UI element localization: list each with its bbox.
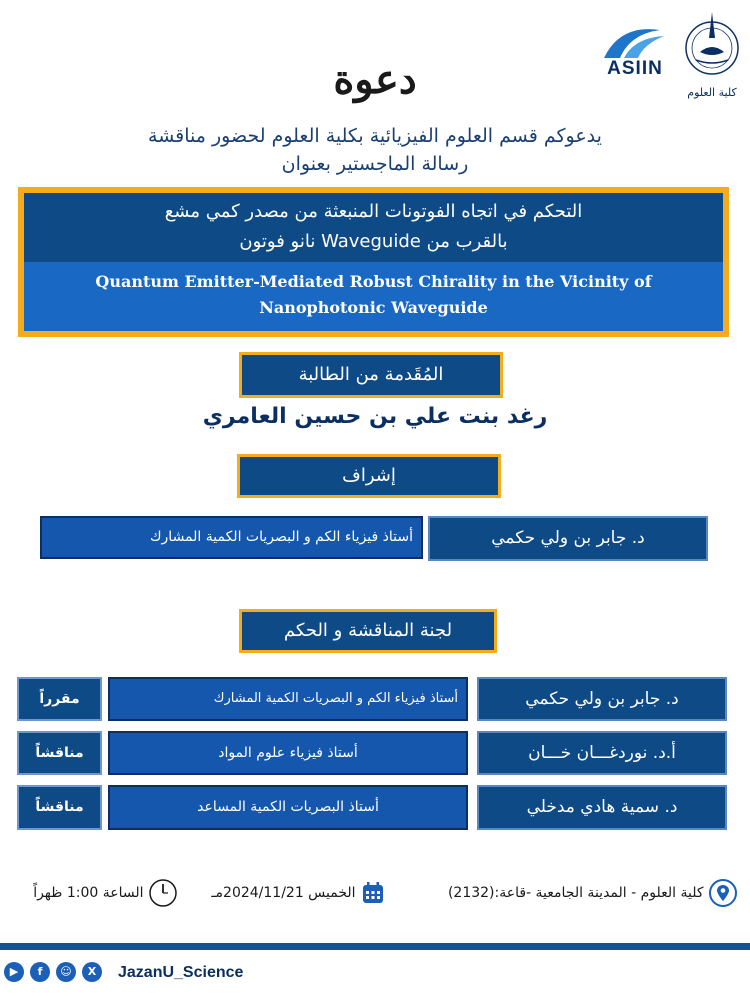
youtube-icon[interactable]: ▶ bbox=[4, 962, 24, 982]
social-icons bbox=[4, 962, 114, 984]
snapchat-icon[interactable]: ☺ bbox=[56, 962, 76, 982]
thesis-title-english-line-1: Quantum Emitter-Mediated Robust Chirality in the Vicinity of bbox=[95, 272, 652, 291]
committee-heading: لجنة المناقشة و الحكم bbox=[239, 609, 497, 653]
social-handle[interactable]: JazanU_Science bbox=[118, 964, 244, 981]
thesis-title-arabic-line-1: التحكم في اتجاه الفوتونات المنبعثة من مصدر كمي مشع bbox=[164, 201, 583, 222]
date-row bbox=[198, 877, 386, 909]
committee-member-role: مناقشاً bbox=[17, 785, 102, 830]
supervisor-title: أستاذ فيزياء الكم و البصريات الكمية المشارك bbox=[40, 516, 423, 559]
invitation-line-1: يدعوكم قسم العلوم الفيزيائية بكلية العلوم لحضور مناقشة bbox=[148, 125, 602, 147]
committee-member-name: أ.د. نوردغـــان خـــان bbox=[477, 731, 727, 775]
asiin-wave-icon bbox=[600, 22, 670, 62]
location-pin-icon bbox=[708, 878, 738, 908]
calendar-icon bbox=[360, 880, 386, 906]
committee-member-title: أستاذ فيزياء علوم المواد bbox=[108, 731, 468, 775]
committee-member-name: د. جابر بن ولي حكمي bbox=[477, 677, 727, 721]
student-name: رغد بنت علي بن حسين العامري bbox=[202, 404, 548, 429]
x-twitter-icon[interactable]: X bbox=[82, 962, 102, 982]
committee-member-role: مناقشاً bbox=[17, 731, 102, 775]
thesis-title-arabic-line-2: بالقرب من Waveguide نانو فوتون bbox=[239, 231, 508, 252]
committee-member-title: أستاذ فيزياء الكم و البصريات الكمية المشارك bbox=[108, 677, 468, 721]
location-row bbox=[400, 877, 738, 909]
date-text: الخميس 2024/11/21مـ bbox=[211, 885, 356, 901]
supervision-heading: إشراف bbox=[237, 454, 501, 498]
facebook-icon[interactable]: f bbox=[30, 962, 50, 982]
time-text: الساعة 1:00 ظهراً bbox=[33, 885, 144, 901]
committee-member-name: د. سمية هادي مدخلي bbox=[477, 785, 727, 830]
invitation-title: دعوة bbox=[333, 56, 417, 103]
student-heading: المُقَدمة من الطالبة bbox=[239, 352, 503, 398]
college-label: كلية العلوم bbox=[687, 86, 737, 99]
location-text: كلية العلوم - المدينة الجامعية -قاعة:(2132) bbox=[447, 885, 704, 901]
time-row bbox=[8, 877, 178, 909]
thesis-title-arabic bbox=[24, 193, 723, 262]
jazan-university-logo bbox=[682, 8, 742, 104]
invitation-line-2: رسالة الماجستير بعنوان bbox=[281, 153, 469, 175]
committee-member-role: مقرراً bbox=[17, 677, 102, 721]
committee-member-title: أستاذ البصريات الكمية المساعد bbox=[108, 785, 468, 830]
jazan-seal-icon bbox=[682, 8, 742, 84]
thesis-title-english-line-2: Nanophotonic Waveguide bbox=[259, 298, 488, 317]
asiin-label: ASIIN bbox=[607, 58, 663, 79]
thesis-title-english bbox=[24, 262, 723, 331]
footer-divider bbox=[0, 943, 750, 950]
supervisor-name: د. جابر بن ولي حكمي bbox=[428, 516, 708, 561]
clock-icon bbox=[148, 878, 178, 908]
asiin-logo bbox=[600, 22, 670, 82]
